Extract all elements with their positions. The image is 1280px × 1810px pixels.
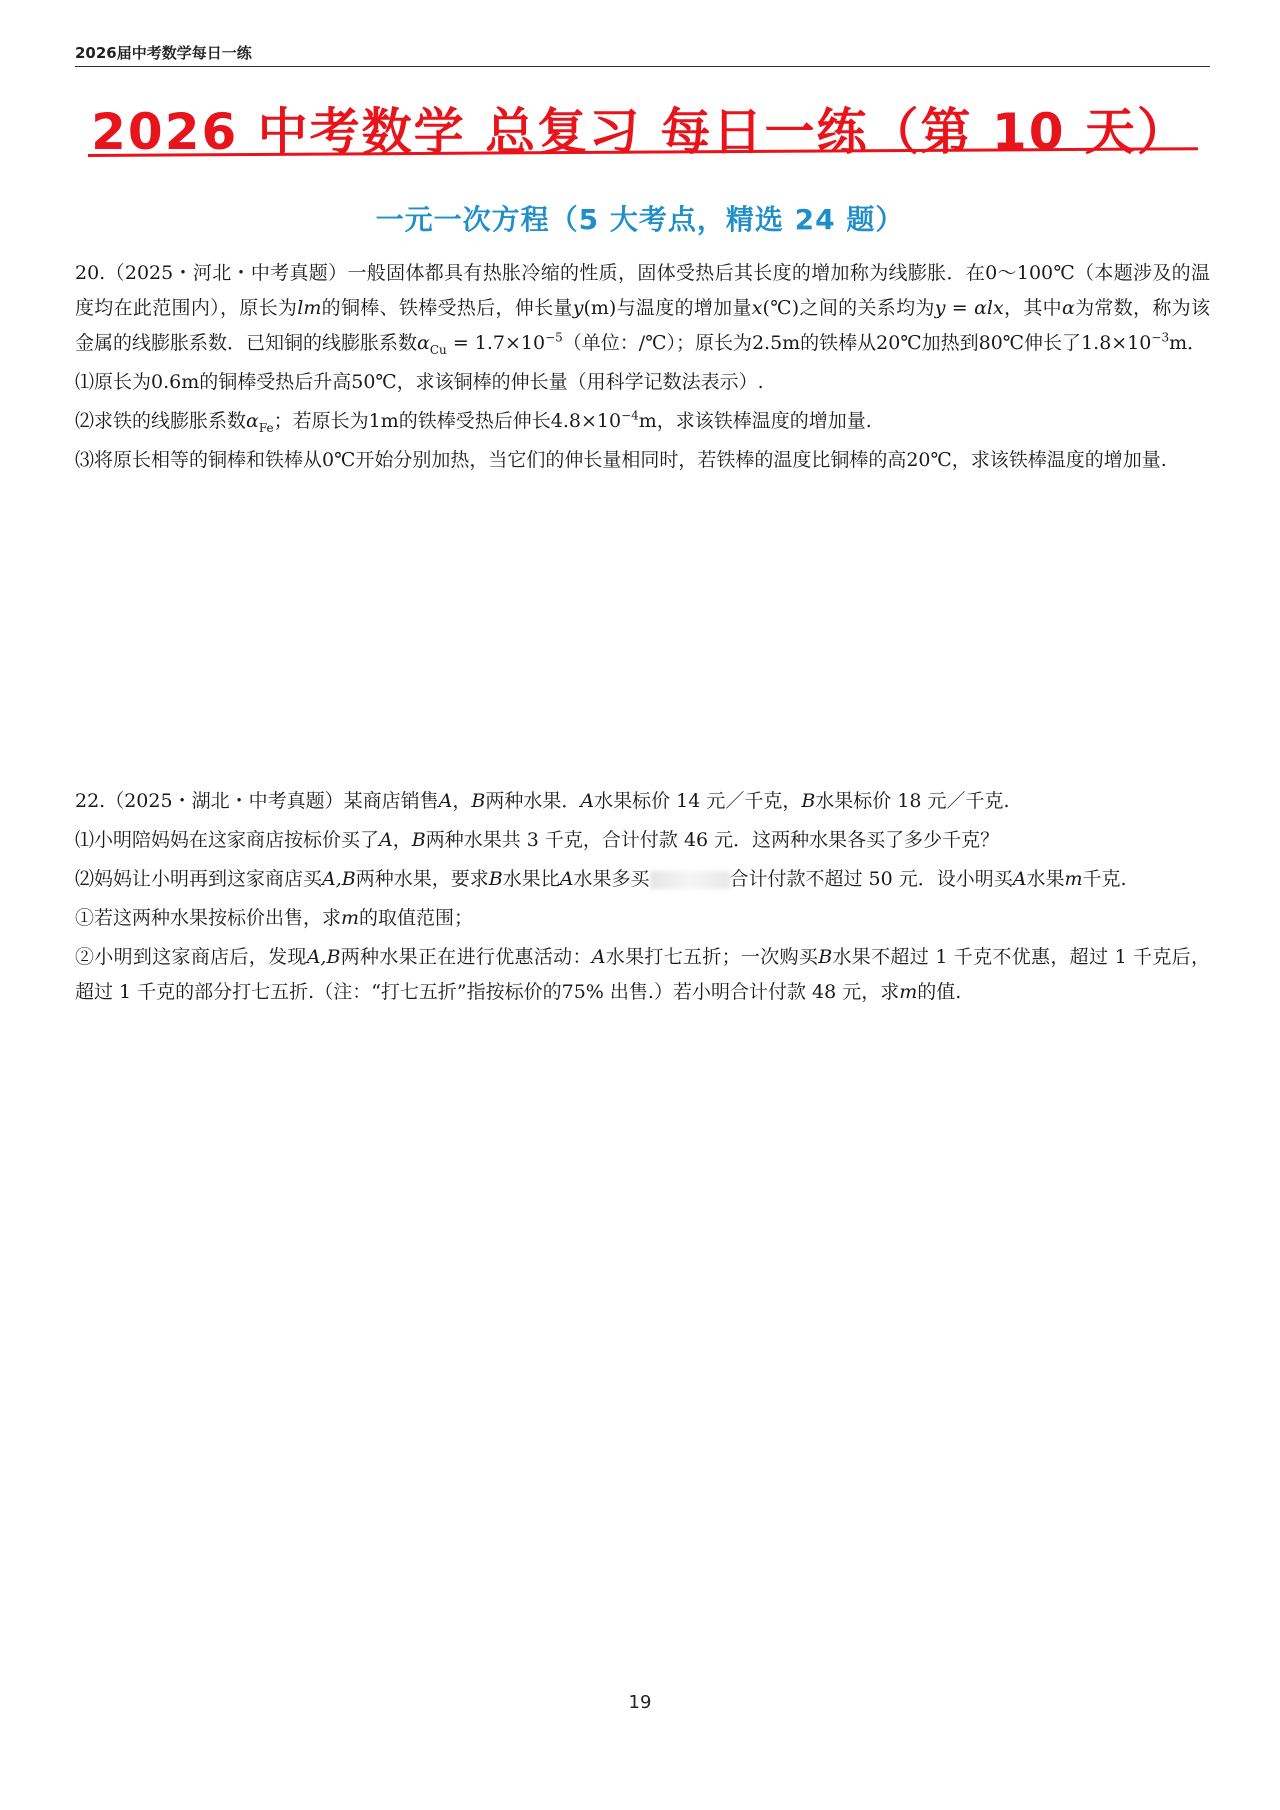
math-var: α [417, 332, 430, 354]
problem-20 [75, 256, 1210, 478]
problem-20-part-3: ⑶将原长相等的铜棒和铁棒从0℃开始分别加热，当它们的伸长量相同时，若铁棒的温度比铜棒的高20℃，求该铁棒温度的增加量. [75, 449, 1167, 471]
running-header: 2026届中考数学每日一练 [75, 44, 252, 62]
page-title: 2026 中考数学 总复习 每日一练（第 10 天） [91, 103, 1189, 161]
math-var: lm [297, 297, 322, 319]
problem-number: 22. [75, 790, 106, 812]
math-var: x [751, 297, 763, 319]
math-var: α [1061, 297, 1075, 319]
page-number: 19 [628, 1692, 652, 1713]
problem-20-stem: 20.（2025・河北・中考真题）一般固体都具有热胀冷缩的性质，固体受热后其长度的增加称为线膨胀．在0～100℃（本题涉及的温度均在此范围内），原长为lm的铜棒、铁棒受热后，伸长量y(m)与温度的增加量x(℃)之间的关系均为y = αlx，其中α为常数，称为该金属的线膨胀系数．已知铜的线膨胀系数$\alpha_{Cu} = 1.7\times 10^{-5}$（单位：/℃）；原长为2.5m的铁棒从20℃加热到80℃伸长了$1.8\times 10^{-3}m$． [75, 262, 1210, 357]
problem-22-part-2: ⑵妈妈让小明再到这家商店买A,B两种水果，要求B水果比A水果多买 合计付款不超过 50 元．设小明买A水果m千克. [75, 868, 1127, 890]
problem-20-part-2: ⑵求铁的线膨胀系数$\alpha_{Fe}$；若原长为1m的铁棒受热后伸长$4.8\times 10^{-4}m$，求该铁棒温度的增加量. [75, 408, 872, 435]
problem-22-part-1: ⑴小明陪妈妈在这家商店按标价买了A，B两种水果共 3 千克，合计付款 46 元．这两种水果各买了多少千克？ [75, 829, 1000, 851]
problem-22-stem: 22.（2025・湖北・中考真题）某商店销售A，B两种水果．A水果标价 14 元／千克，B水果标价 18 元／千克. [75, 790, 1010, 812]
problem-22 [75, 784, 1210, 1010]
math-value: 4.8×10 [550, 410, 622, 432]
problem-source: （2025・河北・中考真题） [105, 262, 348, 284]
redacted-text-blur [650, 871, 730, 889]
math-var: y [572, 297, 584, 319]
problem-number: 20. [75, 262, 106, 284]
math-formula: y = αlx [934, 297, 1004, 319]
math-value: = 1.7×10 [446, 332, 546, 354]
problem-20-part-1: ⑴原长为0.6m的铜棒受热后升高50℃，求该铜棒的伸长量（用科学记数法表示）. [75, 371, 764, 393]
header-divider [75, 66, 1210, 67]
math-value: 1.8×10 [1081, 332, 1152, 354]
problem-22-subpart-1: ①若这两种水果按标价出售，求m的取值范围； [75, 907, 474, 929]
problem-22-subpart-2: ②小明到这家商店后，发现A,B两种水果正在进行优惠活动：A水果打七五折；一次购买B水果不超过 1 千克不优惠，超过 1 千克后，超过 1 千克的部分打七五折.（注：“打七五折”指按标价的75% 出售.）若小明合计付款 48 元，求m的值. [75, 946, 1210, 1003]
problem-source: （2025・湖北・中考真题） [105, 790, 344, 812]
section-subtitle: 一元一次方程（5 大考点，精选 24 题） [375, 203, 905, 236]
math-var: α [246, 410, 259, 432]
